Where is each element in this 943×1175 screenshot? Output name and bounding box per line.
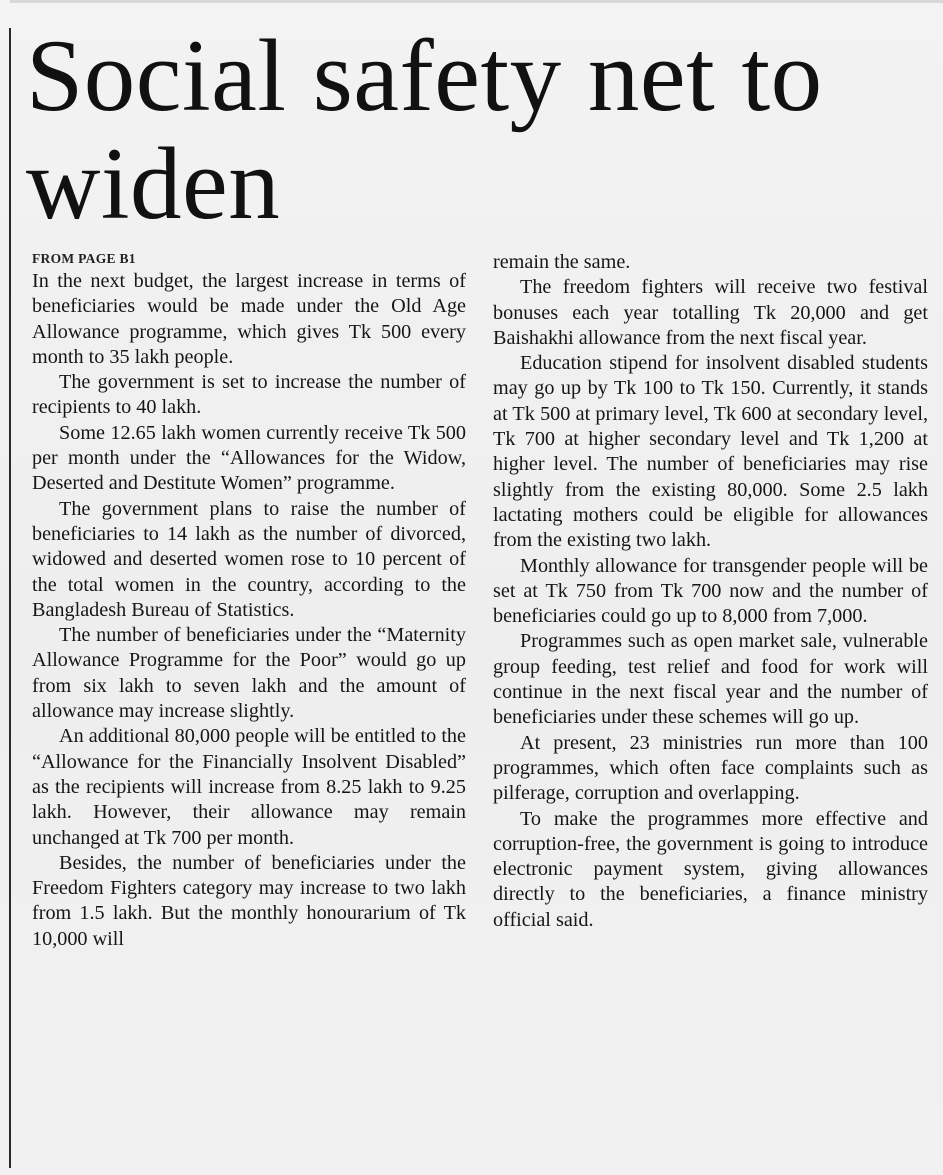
paragraph: The number of beneficiaries under the “Maternity Allowance Programme for the Poor” would go up from six lakh to seven lakh and the amount of allowance may increase slightly. [32, 624, 466, 723]
paragraph: remain the same. [493, 251, 631, 273]
headline: Social safety net to widen [26, 19, 823, 241]
paragraph: Programmes such as open market sale, vulnerable group feeding, test relief and food for work will continue in the next fiscal year and the number of beneficiaries under these schemes will go up. [493, 630, 928, 729]
top-edge [10, 0, 943, 3]
kicker-from-page: FROM PAGE B1 [32, 251, 136, 266]
paragraph: The government plans to raise the number of beneficiaries to 14 lakh as the number of divorced, widowed and deserted women rose to 10 percent of the total women in the country, according to the Bangladesh Bureau of Statistics. [32, 497, 466, 621]
column-rule [9, 28, 11, 1168]
paragraph: An additional 80,000 people will be entitled to the “Allowance for the Financially Insolvent Disabled” as the recipients will increase from 8.25 lakh to 9.25 lakh. However, their allowance may remain unchanged at Tk 700 per month. [32, 725, 466, 849]
paragraph: Besides, the number of beneficiaries under the Freedom Fighters category may increase to two lakh from 1.5 lakh. But the monthly honourarium of Tk 10,000 will [32, 851, 466, 950]
paragraph: Education stipend for insolvent disabled students may go up by Tk 100 to Tk 150. Currently, it stands at Tk 500 at primary level, Tk 600 at secondary level, Tk 700 at higher secondary level and Tk 1,200 at higher level. The number of beneficiaries may rise slightly from the existing 80,000. Some 2.5 lakh lactating mothers could be eligible for allowances from the existing two lakh. [493, 352, 928, 552]
paragraph: To make the programmes more effective and corruption-free, the government is going to introduce electronic payment system, giving allowances directly to the beneficiaries, a finance ministry official said. [493, 807, 928, 931]
paragraph: Monthly allowance for transgender people will be set at Tk 750 from Tk 700 now and the number of beneficiaries could go up to 8,000 from 7,000. [493, 554, 928, 628]
article-column-right [493, 250, 928, 933]
article-column-left [32, 250, 466, 952]
paragraph: In the next budget, the largest increase in terms of beneficiaries would be made under the Old Age Allowance programme, which gives Tk 500 every month to 35 lakh people. [32, 270, 466, 368]
paragraph: The government is set to increase the number of recipients to 40 lakh. [32, 371, 466, 419]
paragraph: Some 12.65 lakh women currently receive Tk 500 per month under the “Allowances for the Widow, Deserted and Destitute Women” programme. [32, 421, 466, 495]
paragraph: The freedom fighters will receive two festival bonuses each year totalling Tk 20,000 and get Baishakhi allowance from the next fiscal year. [493, 276, 928, 349]
paragraph: At present, 23 ministries run more than 100 programmes, which often face complaints such as pilferage, corruption and overlapping. [493, 731, 928, 805]
